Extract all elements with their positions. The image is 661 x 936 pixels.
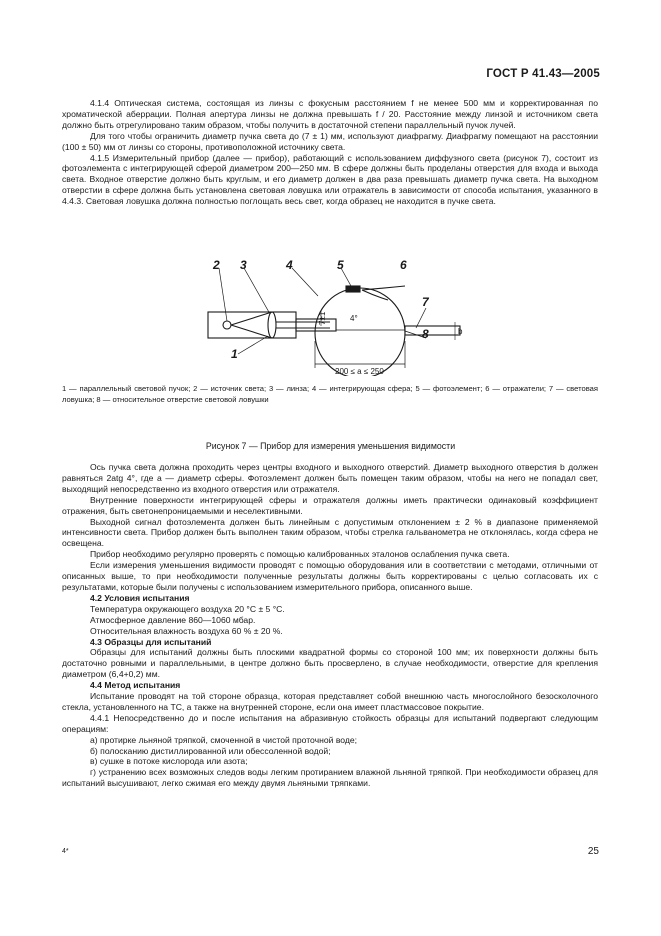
paragraph-inner-surfaces: Внутренние поверхности интегрирующей сферы и отражателя должны иметь практически одинаковый коэффициент отражения, быть светонепроницаемыми и неселективными.	[62, 494, 598, 516]
paragraph-samples: Образцы для испытаний должны быть плоскими квадратной формы со стороной 100 мм; их поверхности должны быть достаточно ровными и параллельными, в центре должно быть просверлено, в случае необходимости, отверстие для крепления диаметром (6,4+0,2) мм.	[62, 647, 598, 680]
heading-4-3: 4.3 Образцы для испытаний	[90, 636, 212, 647]
figure-label-3: 3	[240, 258, 247, 272]
list-item-d: г) устранению всех возможных следов воды легким протиранием влажной льняной тряпкой. При необходимости образец для испытаний высушивают, легко сжимая его между двумя льняными тряпками.	[62, 767, 598, 789]
section-bottom-text	[62, 462, 598, 789]
figure-label-4: 4	[286, 258, 293, 272]
paragraph-other-methods: Если измерения уменьшения видимости проводят с помощью оборудования или в соответствии с методами, отличными от описанных выше, то при необходимости полученные результаты должны быть корректированы с целью согласовать их с результатами, которые были получены с использованием измерительного прибора, описанного выше.	[62, 560, 598, 592]
document-code: ГОСТ Р 41.43—2005	[486, 68, 600, 80]
paragraph-4-1-4: 4.1.4 Оптическая система, состоящая из линзы с фокусным расстоянием f не менее 500 мм и корректированная по хроматической аберрации. Полная апертура линзы не должна превышать f / 20. Расстояние между линзой и источником света должно быть отрегулировано таким образом, чтобы получить в достаточной степени параллельный пучок лучей.	[62, 98, 598, 130]
figure-label-2: 2	[213, 258, 220, 272]
figure-dim-h: 7±1	[318, 311, 327, 325]
list-item-b: б) полосканию дистиллированной или обессоленной водой;	[90, 745, 331, 756]
leader-1	[238, 336, 268, 354]
figure-caption: Рисунок 7 — Прибор для измерения уменьшения видимости	[205, 441, 456, 451]
beam-line-top	[231, 312, 272, 325]
figure-dim-size: 200 ≤ a ≤ 250	[335, 367, 384, 376]
heading-4-2: 4.2 Условия испытания	[90, 592, 190, 603]
paragraph-temperature: Температура окружающего воздуха 20 °С ± 5 °С.	[90, 603, 285, 614]
leader-4	[292, 268, 318, 296]
sheet-mark: 4*	[62, 848, 69, 855]
paragraph-humidity: Относительная влажность воздуха 60 % ± 20 %.	[90, 625, 283, 636]
paragraph-output-signal: Выходной сигнал фотоэлемента должен быть линейным с допустимым отклонением ± 2 % в диапазоне применяемой интенсивности света. Прибор должен быть выполнен таким образом, чтобы стрелка гальванометра не отклонялась, когда сфера не освещена.	[62, 516, 598, 549]
figure-label-7: 7	[422, 295, 429, 309]
figure-label-5: 5	[337, 258, 344, 272]
figure-7-diagram	[200, 256, 465, 376]
figure-dim-b: b	[458, 327, 463, 336]
section-top-text	[62, 98, 598, 207]
figure-label-6: 6	[400, 258, 407, 272]
integrating-sphere	[315, 288, 405, 376]
figure-dim-angle: 4°	[350, 314, 358, 323]
figure-label-8: 8	[422, 327, 429, 341]
light-source-housing	[208, 312, 296, 338]
paragraph-calibration: Прибор необходимо регулярно проверять с помощью калиброванных эталонов ослабления пучка света.	[90, 549, 510, 560]
figure-label-1: 1	[231, 347, 238, 361]
figure-legend: 1 — параллельный световой пучок; 2 — источник света; 3 — линза; 4 — интегрирующая сфера; 5 — фотоэлемент; 6 — отражатели; 7 — световая ловушка; 8 — относительное отверстие световой ловушки	[62, 384, 598, 404]
paragraph-4-1-5: 4.1.5 Измерительный прибор (далее — прибор), работающий с использованием диффузного света (рисунок 7), состоит из фотоэлемента с интегрирующей сферой диаметром 200—250 мм. В сфере должны быть проделаны отверстия для входа и выхода света. Входное отверстие должно быть круглым, и его диаметр должен в два раза превышать диаметр пучка света. На выходном отверстии в сфере должна быть установлена световая ловушка или отражатель в зависимости от способа испытания, указанного в 4.4.3. Световая ловушка должна полностью поглощать весь свет, когда образец не находится в пучке света.	[62, 152, 598, 207]
list-item-a: а) протирке льняной тряпкой, смоченной в чистой проточной воде;	[90, 734, 358, 745]
page-number: 25	[587, 846, 599, 857]
list-item-c: в) сушке в потоке кислорода или азота;	[90, 756, 248, 767]
lens-icon	[268, 312, 276, 338]
leader-3	[244, 268, 270, 314]
paragraph-axis: Ось пучка света должна проходить через центры входного и выходного отверстий. Диаметр выходного отверстия b должен равняться 2atg 4°, где a — диаметр сферы. Фотоэлемент должен быть помещен таким образом, чтобы на него не попадал свет, выходящий непосредственно из входного отверстия или отражателя.	[62, 462, 598, 494]
lamp-icon	[223, 321, 231, 329]
beam-line-bottom	[231, 325, 272, 338]
paragraph-test-side: Испытание проводят на той стороне образца, которая представляет собой внешнюю часть многослойного безосколочного стекла, установленного на ТС, а также на внутренней стороне, если она имеет пластмассовое покрытие.	[62, 691, 598, 712]
paragraph-diaphragm: Для того чтобы ограничить диаметр пучка света до (7 ± 1) мм, используют диафрагму. Диафрагму помещают на расстоянии (100 ± 50) мм от линзы со стороны, противоположной источнику света.	[62, 130, 598, 152]
leader-7	[416, 308, 426, 328]
heading-4-4: 4.4 Метод испытания	[90, 680, 181, 691]
reflector-line-2	[362, 286, 405, 290]
leader-2	[219, 268, 227, 321]
photocell-icon	[346, 286, 360, 292]
paragraph-pressure: Атмосферное давление 860—1060 мбар.	[90, 614, 256, 625]
paragraph-4-4-1: 4.4.1 Непосредственно до и после испытания на абразивную стойкость образцы для испытаний подвергают следующим операциям:	[62, 712, 598, 734]
